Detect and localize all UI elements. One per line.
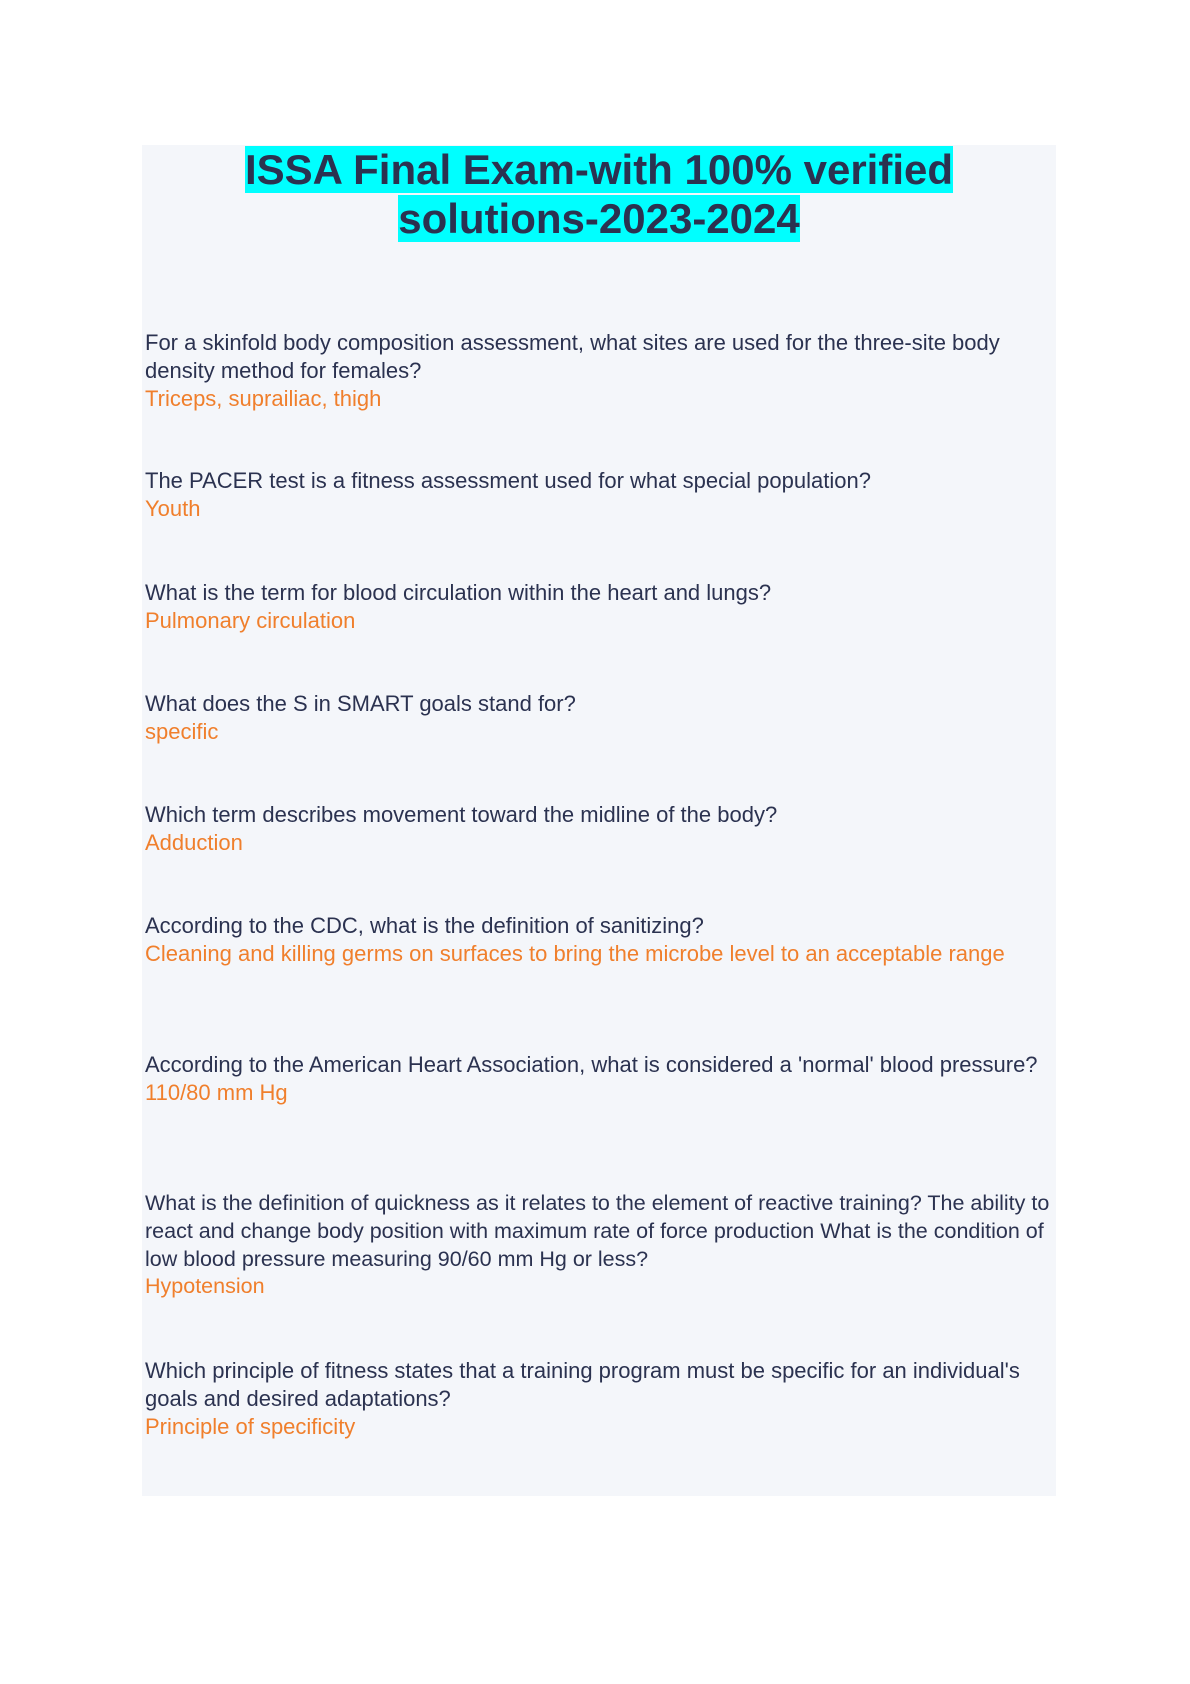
qa-item	[145, 801, 1050, 857]
answer: Adduction	[145, 829, 243, 855]
answer: Hypotension	[145, 1274, 265, 1299]
qa-item	[145, 579, 1050, 635]
question: According to the American Heart Association, what is considered a 'normal' blood pressure?	[145, 1052, 1038, 1077]
document-title	[142, 145, 1056, 243]
question: The PACER test is a fitness assessment used for what special population?	[145, 468, 871, 493]
answer: Youth	[145, 495, 201, 521]
qa-item	[145, 329, 1050, 412]
answer: 110/80 mm Hg	[145, 1079, 288, 1105]
answer: Cleaning and killing germs on surfaces to bring the microbe level to an acceptable range	[145, 940, 1005, 966]
question: For a skinfold body composition assessment, what sites are used for the three-site body density method for females?	[145, 330, 1000, 383]
qa-item	[145, 1051, 1050, 1107]
qa-item	[145, 1357, 1050, 1440]
answer: specific	[145, 718, 219, 744]
question: Which principle of fitness states that a training program must be specific for an individual's goals and desired adaptations?	[145, 1358, 1020, 1411]
qa-item	[145, 1190, 1060, 1301]
question: What is the definition of quickness as it relates to the element of reactive training? The ability to react and change body position with maximum rate of force production What is the condition of low blood pressure measuring 90/60 mm Hg or less?	[145, 1191, 1050, 1271]
answer: Principle of specificity	[145, 1413, 356, 1439]
title-line-2: solutions-2023-2024	[398, 195, 800, 242]
question: What does the S in SMART goals stand for?	[145, 691, 576, 716]
qa-item	[145, 690, 1050, 746]
answer: Pulmonary circulation	[145, 607, 356, 633]
question: Which term describes movement toward the midline of the body?	[145, 802, 778, 827]
question: According to the CDC, what is the definition of sanitizing?	[145, 913, 704, 938]
title-line-1: ISSA Final Exam-with 100% verified	[244, 146, 953, 193]
question: What is the term for blood circulation within the heart and lungs?	[145, 580, 772, 605]
answer: Triceps, suprailiac, thigh	[145, 385, 382, 411]
qa-item	[145, 467, 1050, 523]
qa-item	[145, 912, 1050, 968]
